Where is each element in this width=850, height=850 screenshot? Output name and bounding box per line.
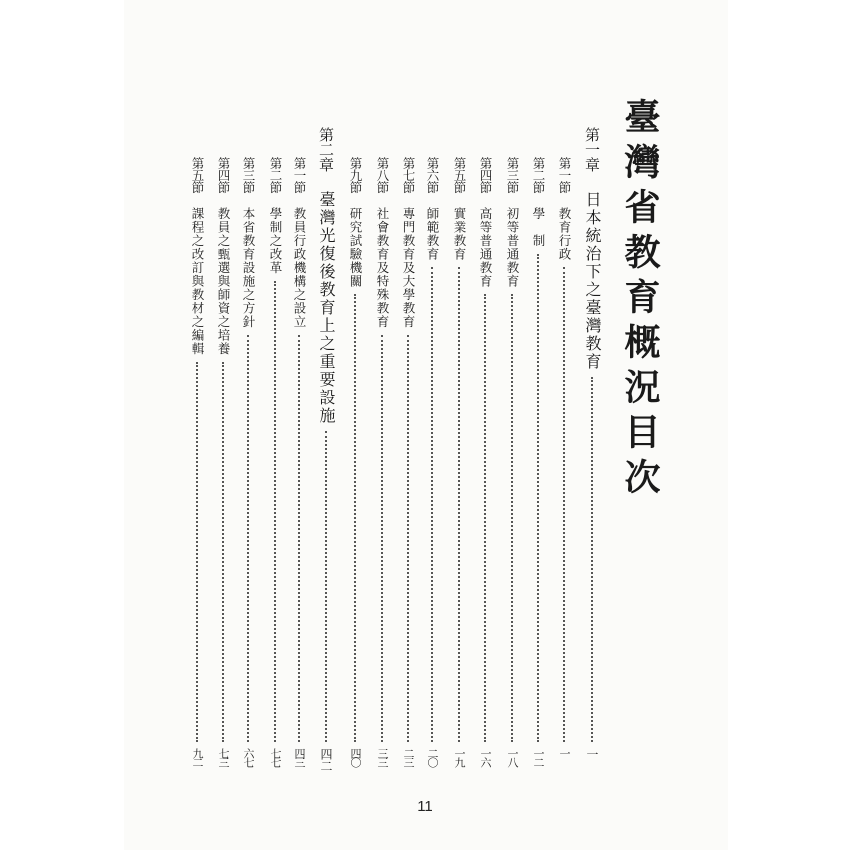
toc-entry-title: 研究試驗機關 — [348, 207, 363, 288]
toc-entry-title: 師範教育 — [425, 207, 440, 261]
toc-entry-title: 社會教育及特殊教育 — [375, 207, 390, 329]
dot-leader — [591, 377, 593, 742]
toc-entry-number: 第二節 — [531, 157, 546, 193]
toc-entry-number: 第六節 — [425, 157, 440, 193]
dot-leader — [431, 267, 433, 742]
dot-leader — [511, 294, 513, 742]
toc-entry-number: 第二章 — [317, 127, 335, 172]
toc-section — [526, 0, 550, 850]
toc-entry-title: 臺灣光復後教育上之重要設施 — [317, 191, 336, 425]
toc-entry-page: 九二 — [191, 748, 204, 766]
toc-chapter — [314, 0, 338, 850]
page-number: 11 — [417, 798, 433, 815]
toc-section — [236, 0, 260, 850]
dot-leader — [274, 281, 276, 743]
dot-leader — [354, 294, 356, 742]
dot-leader — [325, 431, 327, 742]
toc-entry-title: 教育行政 — [557, 207, 572, 261]
toc-entry-title: 教員行政機構之設立 — [292, 207, 307, 329]
toc-section — [473, 0, 497, 850]
toc-entry-page: 三三 — [376, 748, 389, 766]
toc-entry-number: 第三節 — [241, 157, 256, 193]
toc-entry-number: 第五節 — [190, 157, 205, 193]
toc-entry-number: 第一節 — [557, 157, 572, 193]
toc-entry-page: 七三 — [217, 748, 230, 766]
toc-section — [552, 0, 576, 850]
toc-entry-number: 第二節 — [268, 157, 283, 193]
toc-entry-page: 一 — [558, 748, 571, 757]
toc-entry-page: 四〇 — [349, 748, 362, 766]
dot-leader — [298, 335, 300, 743]
toc-entry-page: 一八 — [506, 748, 519, 766]
toc-entry-number: 第一節 — [292, 157, 307, 193]
toc-section — [370, 0, 394, 850]
toc-section — [447, 0, 471, 850]
document-title: 臺灣省教育概況目次 — [619, 98, 661, 503]
toc-entry-number: 第七節 — [401, 157, 416, 193]
toc-entry-title: 本省教育設施之方針 — [241, 207, 256, 329]
toc-section — [500, 0, 524, 850]
toc-entry-number: 第九節 — [348, 157, 363, 193]
toc-entry-title: 專門教育及大學教育 — [401, 207, 416, 329]
toc-entry-number: 第五節 — [452, 157, 467, 193]
dot-leader — [247, 335, 249, 743]
dot-leader — [407, 335, 409, 743]
toc-section — [396, 0, 420, 850]
toc-entry-number: 第四節 — [478, 157, 493, 193]
toc-section — [211, 0, 235, 850]
toc-entry-title: 課程之改訂與教材之編輯 — [190, 207, 205, 356]
toc-entry-page: 一六 — [479, 748, 492, 766]
toc-entry-title: 日本統治下之臺灣教育 — [583, 191, 602, 371]
toc-entry-page: 六七 — [242, 748, 255, 766]
dot-leader — [458, 267, 460, 742]
toc-entry-page: 四三 — [293, 748, 306, 766]
toc-section — [343, 0, 367, 850]
toc-entry-title: 學 制 — [531, 207, 546, 248]
dot-leader — [563, 267, 565, 742]
dot-leader — [381, 335, 383, 743]
toc-entry-page: 七七 — [269, 748, 282, 766]
toc-entry-title: 初等普通教育 — [505, 207, 520, 288]
toc-entry-title: 教員之甄選與師資之培養 — [216, 207, 231, 356]
dot-leader — [222, 362, 224, 743]
toc-entry-page: 四二 — [319, 748, 333, 772]
dot-leader — [196, 362, 198, 743]
toc-entry-page: 一二 — [532, 748, 545, 766]
toc-section — [287, 0, 311, 850]
toc-entry-number: 第一章 — [583, 127, 601, 172]
toc-entry-page: 二〇 — [426, 748, 439, 766]
dot-leader — [484, 294, 486, 742]
toc-section — [263, 0, 287, 850]
toc-entry-title: 高等普通教育 — [478, 207, 493, 288]
toc-section — [185, 0, 209, 850]
toc-entry-title: 實業教育 — [452, 207, 467, 261]
toc-entry-number: 第四節 — [216, 157, 231, 193]
toc-chapter — [580, 0, 604, 850]
toc-entry-page: 二三 — [402, 748, 415, 766]
toc-entry-page: 一 — [585, 748, 599, 760]
dot-leader — [537, 254, 539, 743]
toc-entry-number: 第三節 — [505, 157, 520, 193]
toc-entry-number: 第八節 — [375, 157, 390, 193]
toc-entry-title: 學制之改革 — [268, 207, 283, 275]
toc-entry-page: 一九 — [453, 748, 466, 766]
toc-section — [420, 0, 444, 850]
